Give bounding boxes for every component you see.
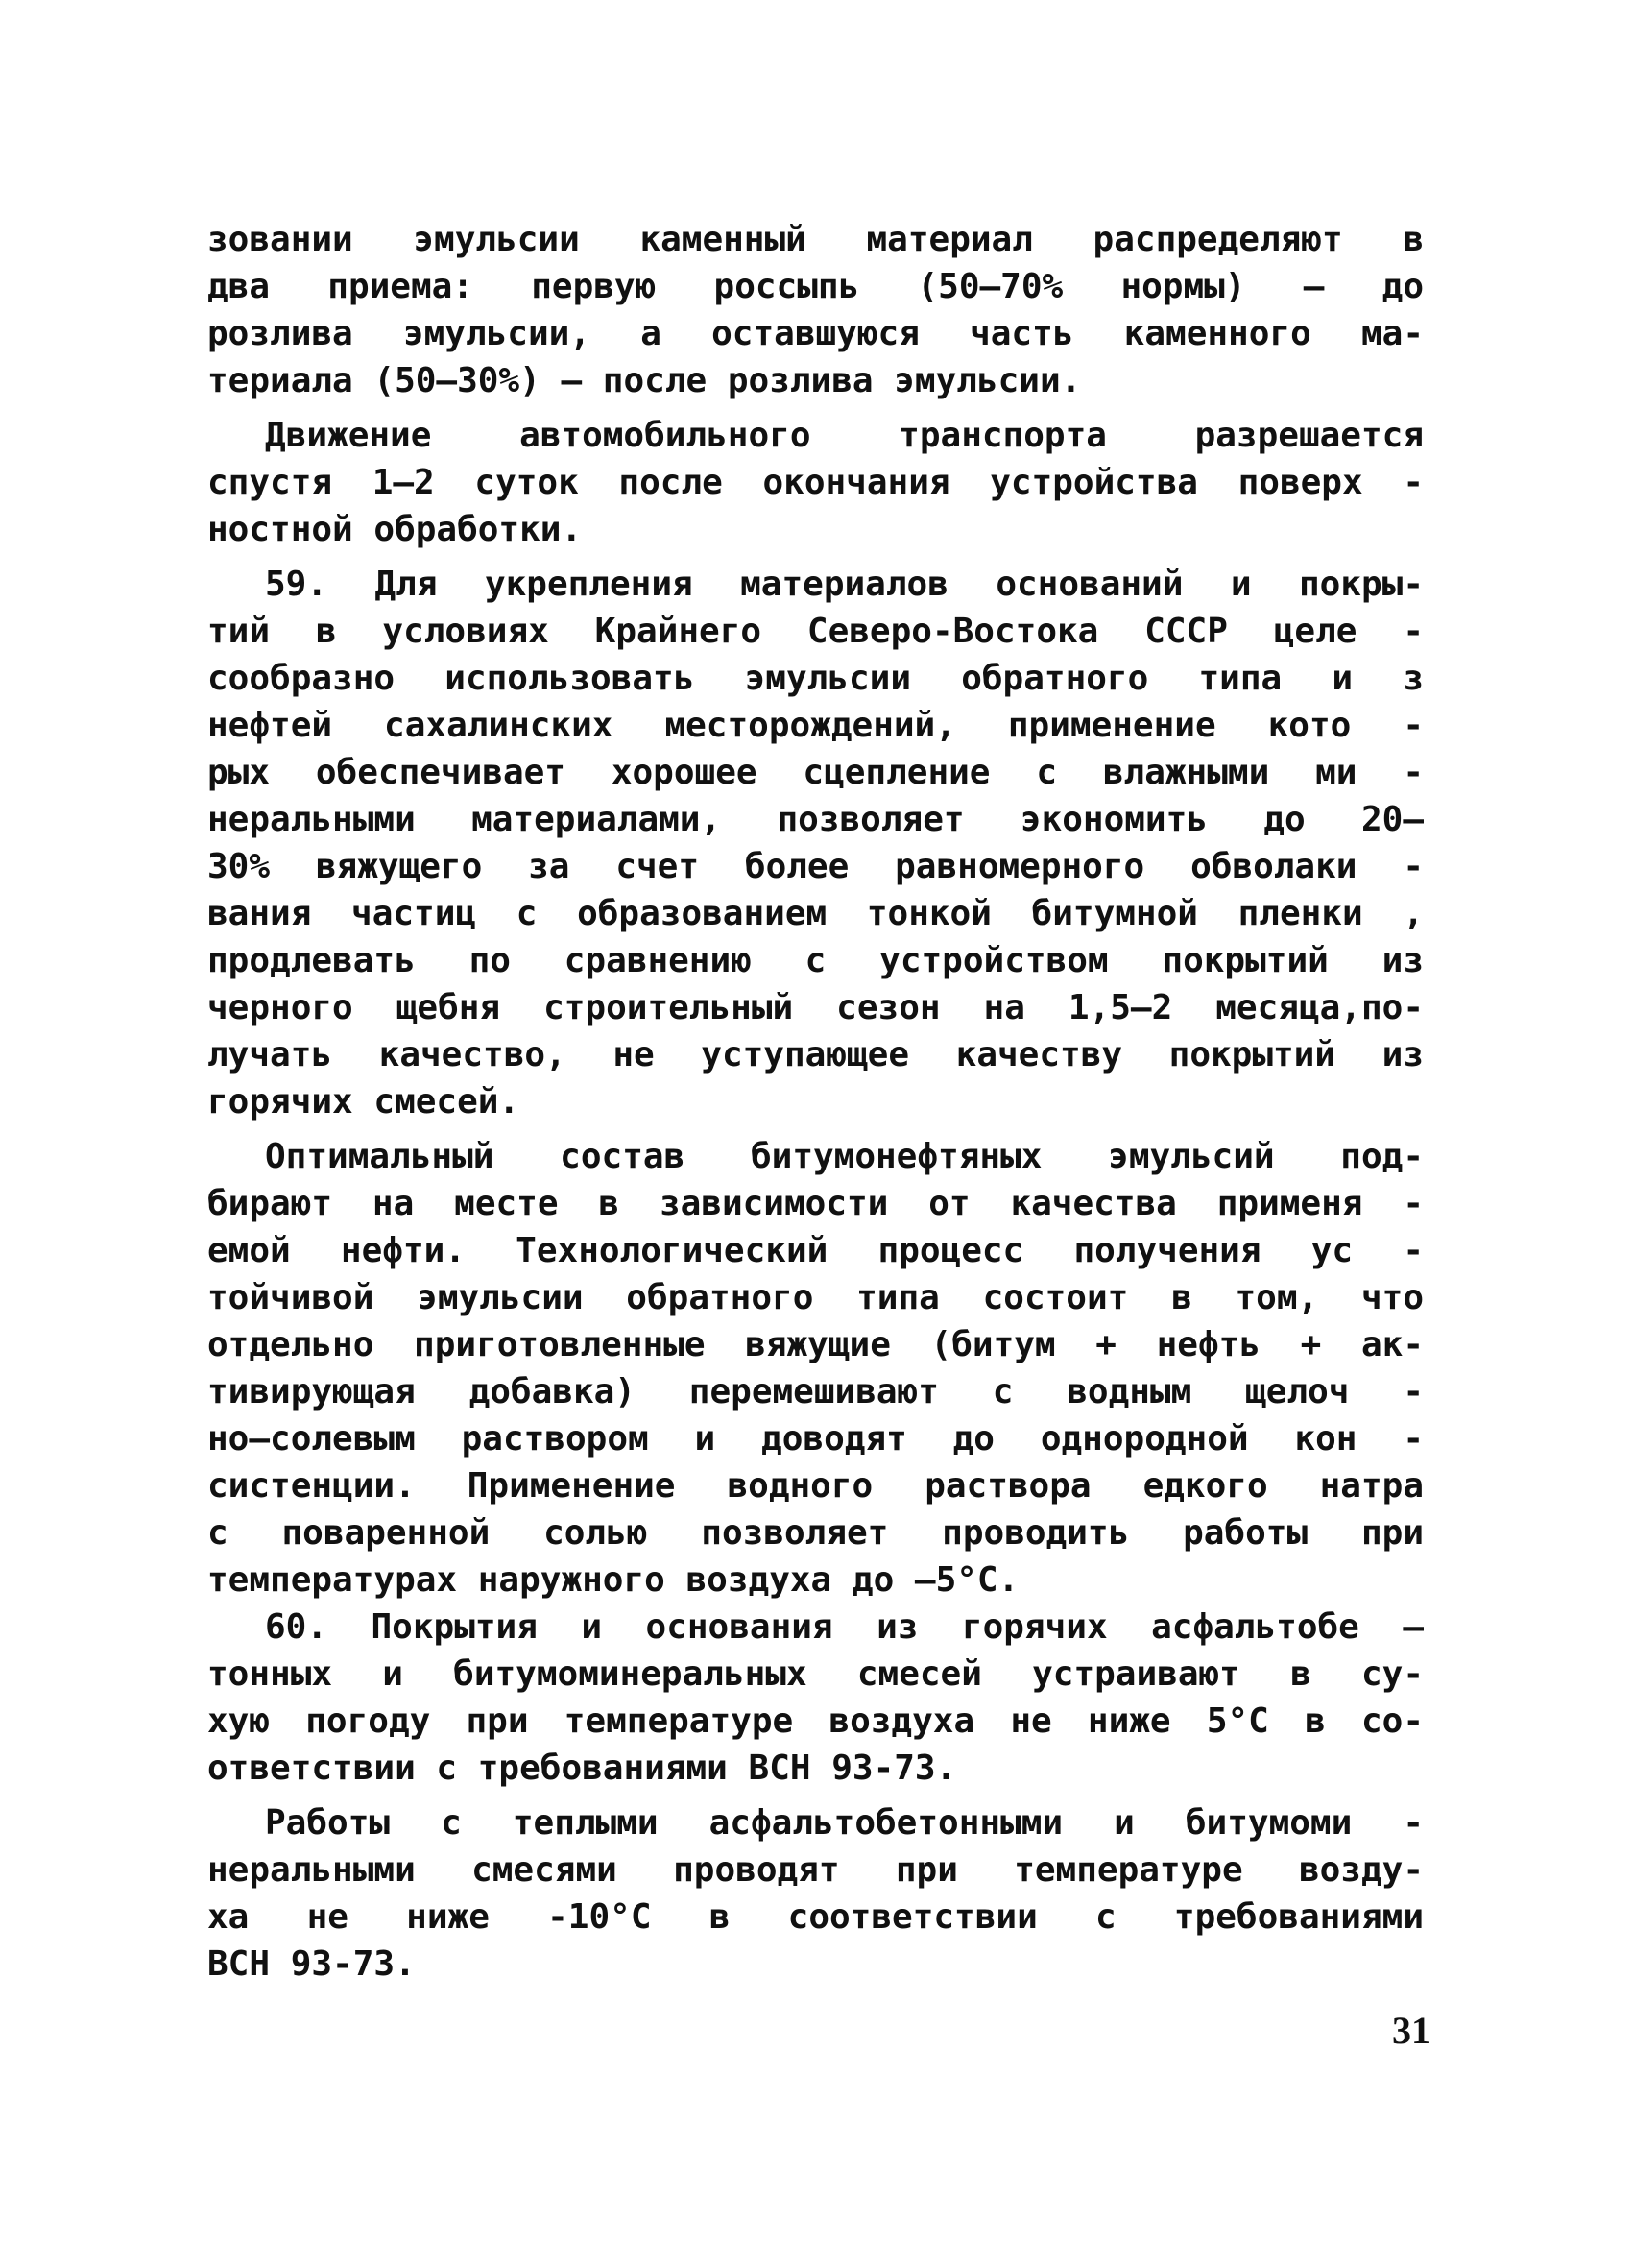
text-line: бирают на месте в зависимости от качества применя -	[207, 1184, 1424, 1223]
text-line: розлива эмульсии, а оставшуюся часть каменного ма-	[207, 314, 1424, 353]
text-line: емой нефти. Технологический процесс получения ус -	[207, 1231, 1424, 1270]
text-line: тонных и битумоминеральных смесей устраивают в су-	[207, 1654, 1424, 1694]
text-line: Оптимальный состав битумонефтяных эмульсий под-	[265, 1137, 1424, 1176]
paragraph-optimal-composition	[207, 1133, 1424, 1604]
text-line: хую погоду при температуре воздуха не ниже 5°С в со-	[207, 1701, 1424, 1741]
text-line: ответствии с требованиями ВСН 93-73.	[207, 1749, 957, 1788]
text-line: с поваренной солью позволяет проводить работы при	[207, 1513, 1424, 1553]
text-line: отдельно приготовленные вяжущие (битум + нефть + ак-	[207, 1325, 1424, 1364]
text-line: продлевать по сравнению с устройством покрытий из	[207, 941, 1424, 980]
text-line: но–солевым раствором и доводят до однородной кон -	[207, 1419, 1424, 1459]
paragraph-emulsion-distribution	[207, 216, 1424, 404]
text-line: сообразно использовать эмульсии обратного типа и з	[207, 659, 1424, 698]
page-number: 31	[1392, 2009, 1430, 2052]
text-line: Движение автомобильного транспорта разрешается	[265, 416, 1424, 455]
text-line: тивирующая добавка) перемешивают с водным щелоч -	[207, 1372, 1424, 1411]
text-line: 30% вяжущего за счет более равномерного обволаки -	[207, 847, 1424, 886]
text-line: лучать качество, не уступающее качеству покрытий из	[207, 1035, 1424, 1074]
text-line: зовании эмульсии каменный материал распределяют в	[207, 220, 1424, 259]
text-line: температурах наружного воздуха до –5°С.	[207, 1560, 1020, 1600]
text-line: черного щебня строительный сезон на 1,5–2 месяца,по-	[207, 988, 1424, 1027]
text-line: неральными материалами, позволяет экономить до 20–	[207, 800, 1424, 839]
text-line: тий в условиях Крайнего Северо-Востока СССР целе -	[207, 612, 1424, 651]
text-line: систенции. Применение водного раствора едкого натра	[207, 1466, 1424, 1506]
text-line: ВСН 93-73.	[207, 1944, 416, 1984]
text-line: рых обеспечивает хорошее сцепление с влажными ми -	[207, 753, 1424, 792]
text-line: териала (50–30%) – после розлива эмульсии.	[207, 361, 1082, 400]
text-line: спустя 1–2 суток после окончания устройства поверх -	[207, 463, 1424, 502]
text-line: нефтей сахалинских месторождений, применение кото -	[207, 706, 1424, 745]
text-line: 59. Для укрепления материалов оснований и покры-	[265, 565, 1424, 604]
text-line: тойчивой эмульсии обратного типа состоит в том, что	[207, 1278, 1424, 1317]
text-line: неральными смесями проводят при температуре возду-	[207, 1850, 1424, 1890]
text-line: два приема: первую россыпь (50–70% нормы) – до	[207, 267, 1424, 306]
text-line: ха не ниже -10°С в соответствии с требованиями	[207, 1897, 1424, 1937]
body-text	[207, 216, 1424, 1988]
text-line: горячих смесей.	[207, 1082, 520, 1122]
paragraph-item-59	[207, 561, 1424, 1125]
paragraph-warm-mixes	[207, 1799, 1424, 1988]
text-line: 60. Покрытия и основания из горячих асфальтобе –	[265, 1607, 1424, 1647]
paragraph-traffic-allowed	[207, 412, 1424, 553]
text-line: вания частиц с образованием тонкой битумной пленки ,	[207, 894, 1424, 933]
text-line: Работы с теплыми асфальтобетонными и битумоми -	[265, 1803, 1424, 1843]
paragraph-item-60	[207, 1604, 1424, 1792]
text-line: ностной обработки.	[207, 510, 583, 549]
